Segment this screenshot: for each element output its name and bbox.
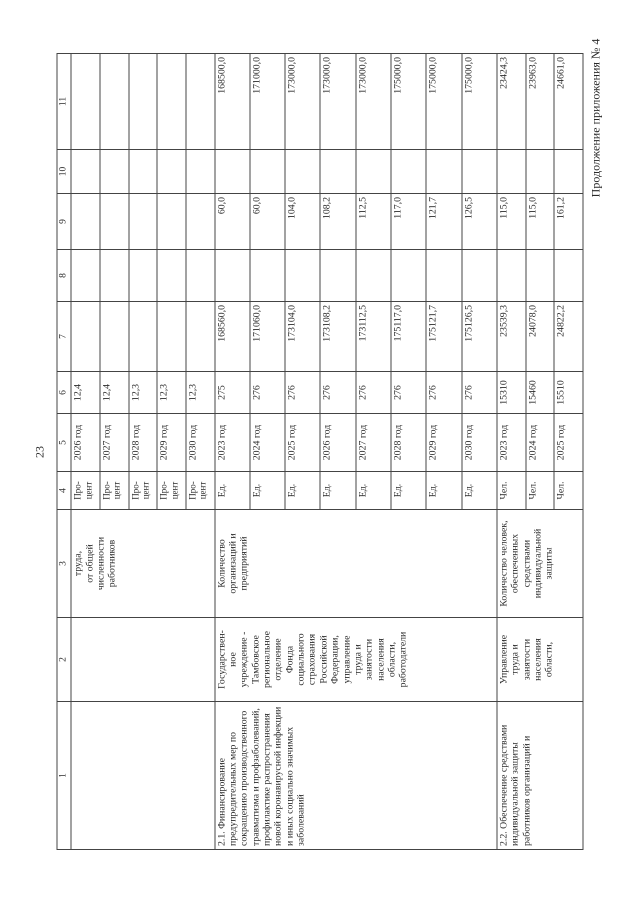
year-cell: 2024 год: [250, 414, 285, 472]
col9-cell: 60,0: [250, 194, 285, 250]
empty-cell-col9: [71, 194, 100, 250]
year-cell: 2026 год: [71, 414, 100, 472]
col11-cell: 24661,0: [554, 54, 583, 150]
empty-cell-col7: [157, 302, 186, 372]
empty-cell-col7: [129, 302, 158, 372]
empty-cell-col10: [100, 150, 129, 194]
header-col-8: 8: [57, 250, 71, 302]
value-cell: 12,4: [100, 372, 129, 414]
col11-cell: 175000,0: [426, 54, 461, 150]
header-col-11: 11: [57, 54, 71, 150]
value-cell: 276: [285, 372, 320, 414]
empty-cell-col7: [100, 302, 129, 372]
total-cell: 168560,0: [215, 302, 250, 372]
unit-cell: Про- цент: [186, 472, 215, 510]
empty-cell-col8: [554, 250, 583, 302]
empty-cell-col10: [391, 150, 426, 194]
table-row: [497, 54, 526, 850]
value-cell: 15510: [554, 372, 583, 414]
empty-cell-col9: [100, 194, 129, 250]
col9-cell: 161,2: [554, 194, 583, 250]
value-cell: 276: [320, 372, 355, 414]
appendix-continuation-note: Продолжение приложения № 4: [588, 38, 603, 198]
col11-cell: 171000,0: [250, 54, 285, 150]
col9-cell: 115,0: [497, 194, 526, 250]
empty-cell-col9: [186, 194, 215, 250]
empty-cell-col10: [157, 150, 186, 194]
col9-cell: 60,0: [215, 194, 250, 250]
block1-title: 2.1. Финансирование предупредительных мер по сокращению производственного травматизма и профзаболеваний, профилактике распространения новой коронавирусной инфекции и иных социально значимых заболеваний: [215, 702, 497, 850]
empty-cell-col11: [186, 54, 215, 150]
col11-cell: 173000,0: [356, 54, 391, 150]
total-cell: 175126,5: [462, 302, 497, 372]
page-number: 23: [32, 446, 47, 458]
header-col-10: 10: [57, 150, 71, 194]
empty-cell-col7: [71, 302, 100, 372]
total-cell: 23539,3: [497, 302, 526, 372]
empty-cell-col8: [250, 250, 285, 302]
unit-cell: Про- цент: [157, 472, 186, 510]
unit-cell: Про- цент: [100, 472, 129, 510]
table-row: [215, 54, 250, 850]
value-cell: 12,3: [157, 372, 186, 414]
year-cell: 2028 год: [129, 414, 158, 472]
empty-cell-col10: [320, 150, 355, 194]
empty-cell-col10: [526, 150, 555, 194]
year-cell: 2025 год: [554, 414, 583, 472]
year-cell: 2027 год: [100, 414, 129, 472]
header-col-3: 3: [57, 510, 71, 618]
block2-executor: Управление труда и занятости населения области,: [497, 618, 583, 702]
col9-cell: 126,5: [462, 194, 497, 250]
total-cell: 175117,0: [391, 302, 426, 372]
value-cell: 276: [250, 372, 285, 414]
empty-cell-col10: [356, 150, 391, 194]
empty-cell-col10: [215, 150, 250, 194]
empty-cell-col8: [426, 250, 461, 302]
unit-cell: Ед.: [320, 472, 355, 510]
empty-cell-col10: [554, 150, 583, 194]
empty-cell-col10: [497, 150, 526, 194]
year-cell: 2023 год: [215, 414, 250, 472]
unit-cell: Про- цент: [71, 472, 100, 510]
year-cell: 2029 год: [157, 414, 186, 472]
empty-cell-col10: [426, 150, 461, 194]
year-cell: 2026 год: [320, 414, 355, 472]
year-cell: 2024 год: [526, 414, 555, 472]
unit-cell: Ед.: [250, 472, 285, 510]
empty-cell-col8: [186, 250, 215, 302]
block0-indicator: труда, от общей численности работников: [71, 510, 214, 618]
empty-cell-col11: [129, 54, 158, 150]
empty-cell-col8: [215, 250, 250, 302]
value-cell: 276: [356, 372, 391, 414]
header-col-2: 2: [57, 618, 71, 702]
col9-cell: 112,5: [356, 194, 391, 250]
total-cell: 171060,0: [250, 302, 285, 372]
year-cell: 2027 год: [356, 414, 391, 472]
block1-indicator: Количество организаций и предприятий: [215, 510, 497, 618]
empty-cell-col11: [100, 54, 129, 150]
block2-title: 2.2. Обеспечение средствами индивидуальной защиты работников организаций и: [497, 702, 583, 850]
empty-cell-col8: [462, 250, 497, 302]
empty-cell-col11: [157, 54, 186, 150]
empty-cell-col7: [186, 302, 215, 372]
total-cell: 173108,2: [320, 302, 355, 372]
empty-cell-col10: [250, 150, 285, 194]
value-cell: 276: [426, 372, 461, 414]
value-cell: 12,4: [71, 372, 100, 414]
empty-cell-col8: [71, 250, 100, 302]
empty-cell-col8: [391, 250, 426, 302]
col9-cell: 108,2: [320, 194, 355, 250]
empty-cell-col10: [186, 150, 215, 194]
empty-cell-col8: [356, 250, 391, 302]
unit-cell: Ед.: [426, 472, 461, 510]
header-col-4: 4: [57, 472, 71, 510]
unit-cell: Про- цент: [129, 472, 158, 510]
unit-cell: Чел.: [554, 472, 583, 510]
value-cell: 15310: [497, 372, 526, 414]
col9-cell: 121,7: [426, 194, 461, 250]
unit-cell: Ед.: [356, 472, 391, 510]
total-cell: 24078,0: [526, 302, 555, 372]
col11-cell: 175000,0: [391, 54, 426, 150]
block0-col1: [71, 702, 214, 850]
col11-cell: 173000,0: [285, 54, 320, 150]
unit-cell: Ед.: [215, 472, 250, 510]
empty-cell-col8: [497, 250, 526, 302]
empty-cell-col9: [129, 194, 158, 250]
col11-cell: 168500,0: [215, 54, 250, 150]
col9-cell: 104,0: [285, 194, 320, 250]
column-number-row: [57, 54, 71, 850]
empty-cell-col8: [157, 250, 186, 302]
col11-cell: 175000,0: [462, 54, 497, 150]
header-col-6: 6: [57, 372, 71, 414]
empty-cell-col9: [157, 194, 186, 250]
year-cell: 2023 год: [497, 414, 526, 472]
block0-col2: [71, 618, 214, 702]
value-cell: 275: [215, 372, 250, 414]
header-col-5: 5: [57, 414, 71, 472]
empty-cell-col8: [129, 250, 158, 302]
empty-cell-col8: [100, 250, 129, 302]
year-cell: 2025 год: [285, 414, 320, 472]
empty-cell-col8: [320, 250, 355, 302]
rotated-table-container: [57, 54, 584, 850]
empty-cell-col10: [462, 150, 497, 194]
col9-cell: 117,0: [391, 194, 426, 250]
empty-cell-col11: [71, 54, 100, 150]
header-col-7: 7: [57, 302, 71, 372]
empty-cell-col8: [526, 250, 555, 302]
total-cell: 173104,0: [285, 302, 320, 372]
program-table: [57, 53, 584, 850]
block1-executor: Государствен- ное учреждение - Тамбовское региональное отделение Фонда социального страхования Российской Федерации, управление труда и занятости населения области, работодатели: [215, 618, 497, 702]
year-cell: 2028 год: [391, 414, 426, 472]
total-cell: 175121,7: [426, 302, 461, 372]
col11-cell: 23963,0: [526, 54, 555, 150]
unit-cell: Ед.: [462, 472, 497, 510]
year-cell: 2030 год: [462, 414, 497, 472]
value-cell: 12,3: [129, 372, 158, 414]
empty-cell-col10: [129, 150, 158, 194]
value-cell: 276: [462, 372, 497, 414]
unit-cell: Ед.: [285, 472, 320, 510]
value-cell: 12,3: [186, 372, 215, 414]
header-col-9: 9: [57, 194, 71, 250]
unit-cell: Чел.: [526, 472, 555, 510]
total-cell: 24822,2: [554, 302, 583, 372]
col11-cell: 23424,3: [497, 54, 526, 150]
col9-cell: 115,0: [526, 194, 555, 250]
total-cell: 173112,5: [356, 302, 391, 372]
unit-cell: Чел.: [497, 472, 526, 510]
table-row: [71, 54, 100, 850]
empty-cell-col10: [71, 150, 100, 194]
year-cell: 2029 год: [426, 414, 461, 472]
empty-cell-col10: [285, 150, 320, 194]
block2-indicator: Количество человек, обеспеченных средствами индивидуальной защиты: [497, 510, 583, 618]
empty-cell-col8: [285, 250, 320, 302]
value-cell: 276: [391, 372, 426, 414]
year-cell: 2030 год: [186, 414, 215, 472]
col11-cell: 173000,0: [320, 54, 355, 150]
unit-cell: Ед.: [391, 472, 426, 510]
value-cell: 15460: [526, 372, 555, 414]
header-col-1: 1: [57, 702, 71, 850]
